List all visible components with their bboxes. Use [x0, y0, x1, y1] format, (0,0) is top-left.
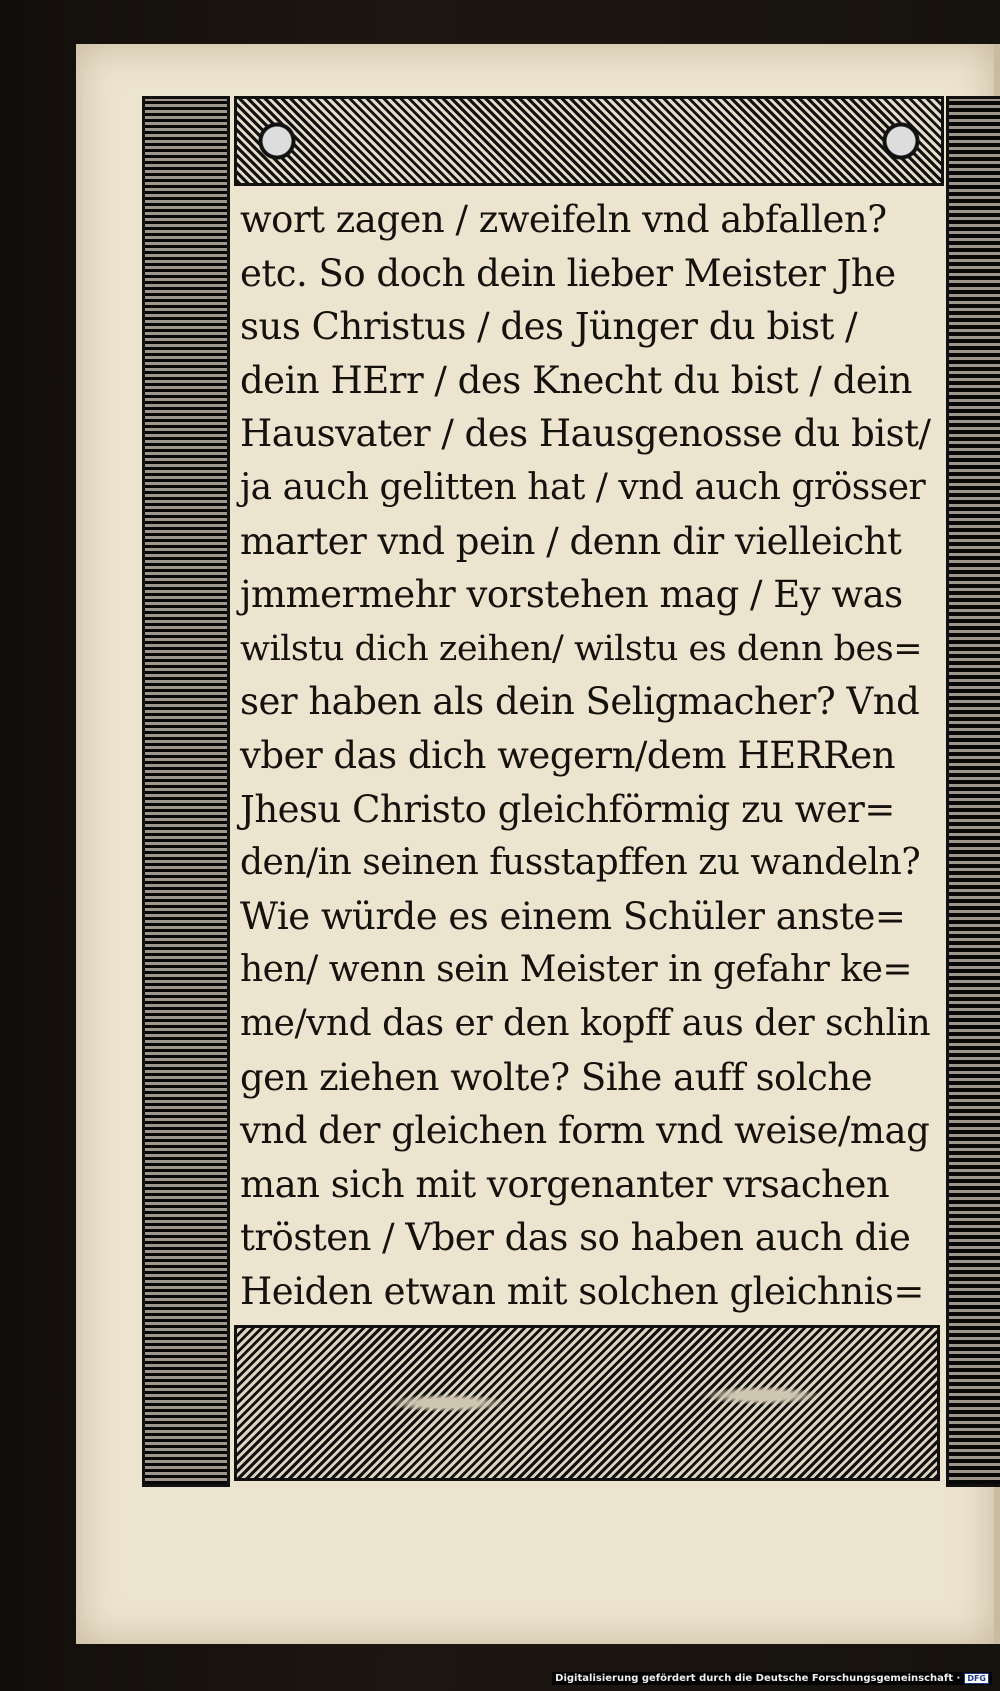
text-line: Jhesu Christo gleichförmig zu wer=	[240, 787, 895, 831]
text-line: Heiden etwan mit solchen gleichnis=	[240, 1269, 924, 1313]
text-line: vnd der gleichen form vnd weise/mag	[240, 1109, 930, 1153]
text-line: ja auch gelitten hat / vnd auch grösser	[240, 466, 926, 508]
text-line: trösten / Vber das so haben auch die	[240, 1216, 911, 1260]
text-line: dein HErr / des Knecht du bist / dein	[240, 358, 912, 402]
text-line: etc. So doch dein lieber Meister Jhe	[240, 251, 896, 295]
text-line: jmmermehr vorstehen mag / Ey was	[240, 573, 903, 617]
text-line: hen/ wenn sein Meister in gefahr ke=	[240, 949, 913, 991]
text-line: wilstu dich zeihen/ wilstu es denn bes=	[240, 628, 923, 669]
text-line: vber das dich wegern/dem HERRen	[240, 733, 896, 777]
ornamental-border-bottom	[234, 1325, 940, 1481]
text-line: marter vnd pein / denn dir vielleicht	[240, 519, 902, 563]
ornamental-border-left	[142, 96, 230, 1487]
credit-text: Digitalisierung gefördert durch die Deutsche Forschungsgemeinschaft ·	[555, 1673, 961, 1684]
blackletter-text-block	[240, 196, 930, 1316]
text-line: gen ziehen wolte? Sihe auff solche	[240, 1055, 873, 1099]
text-line: me/vnd das er den kopff aus der schlin	[240, 1002, 931, 1044]
text-line: Hausvater / des Hausgenosse du bist/	[240, 412, 931, 456]
digitization-credit	[552, 1672, 992, 1685]
text-line: den/in seinen fusstapffen zu wandeln?	[240, 842, 921, 884]
text-line: wort zagen / zweifeln vnd abfallen?	[240, 198, 887, 241]
dfg-logo: DFG	[964, 1673, 989, 1684]
text-line: sus Christus / des Jünger du bist /	[240, 305, 858, 349]
text-line: Wie würde es einem Schüler anste=	[240, 894, 906, 938]
ornamental-border-top	[234, 96, 944, 186]
text-line: man sich mit vorgenanter vrsachen	[240, 1162, 890, 1206]
text-line: ser haben als dein Seligmacher? Vnd	[240, 680, 920, 724]
ornamental-border-right	[946, 96, 1000, 1487]
